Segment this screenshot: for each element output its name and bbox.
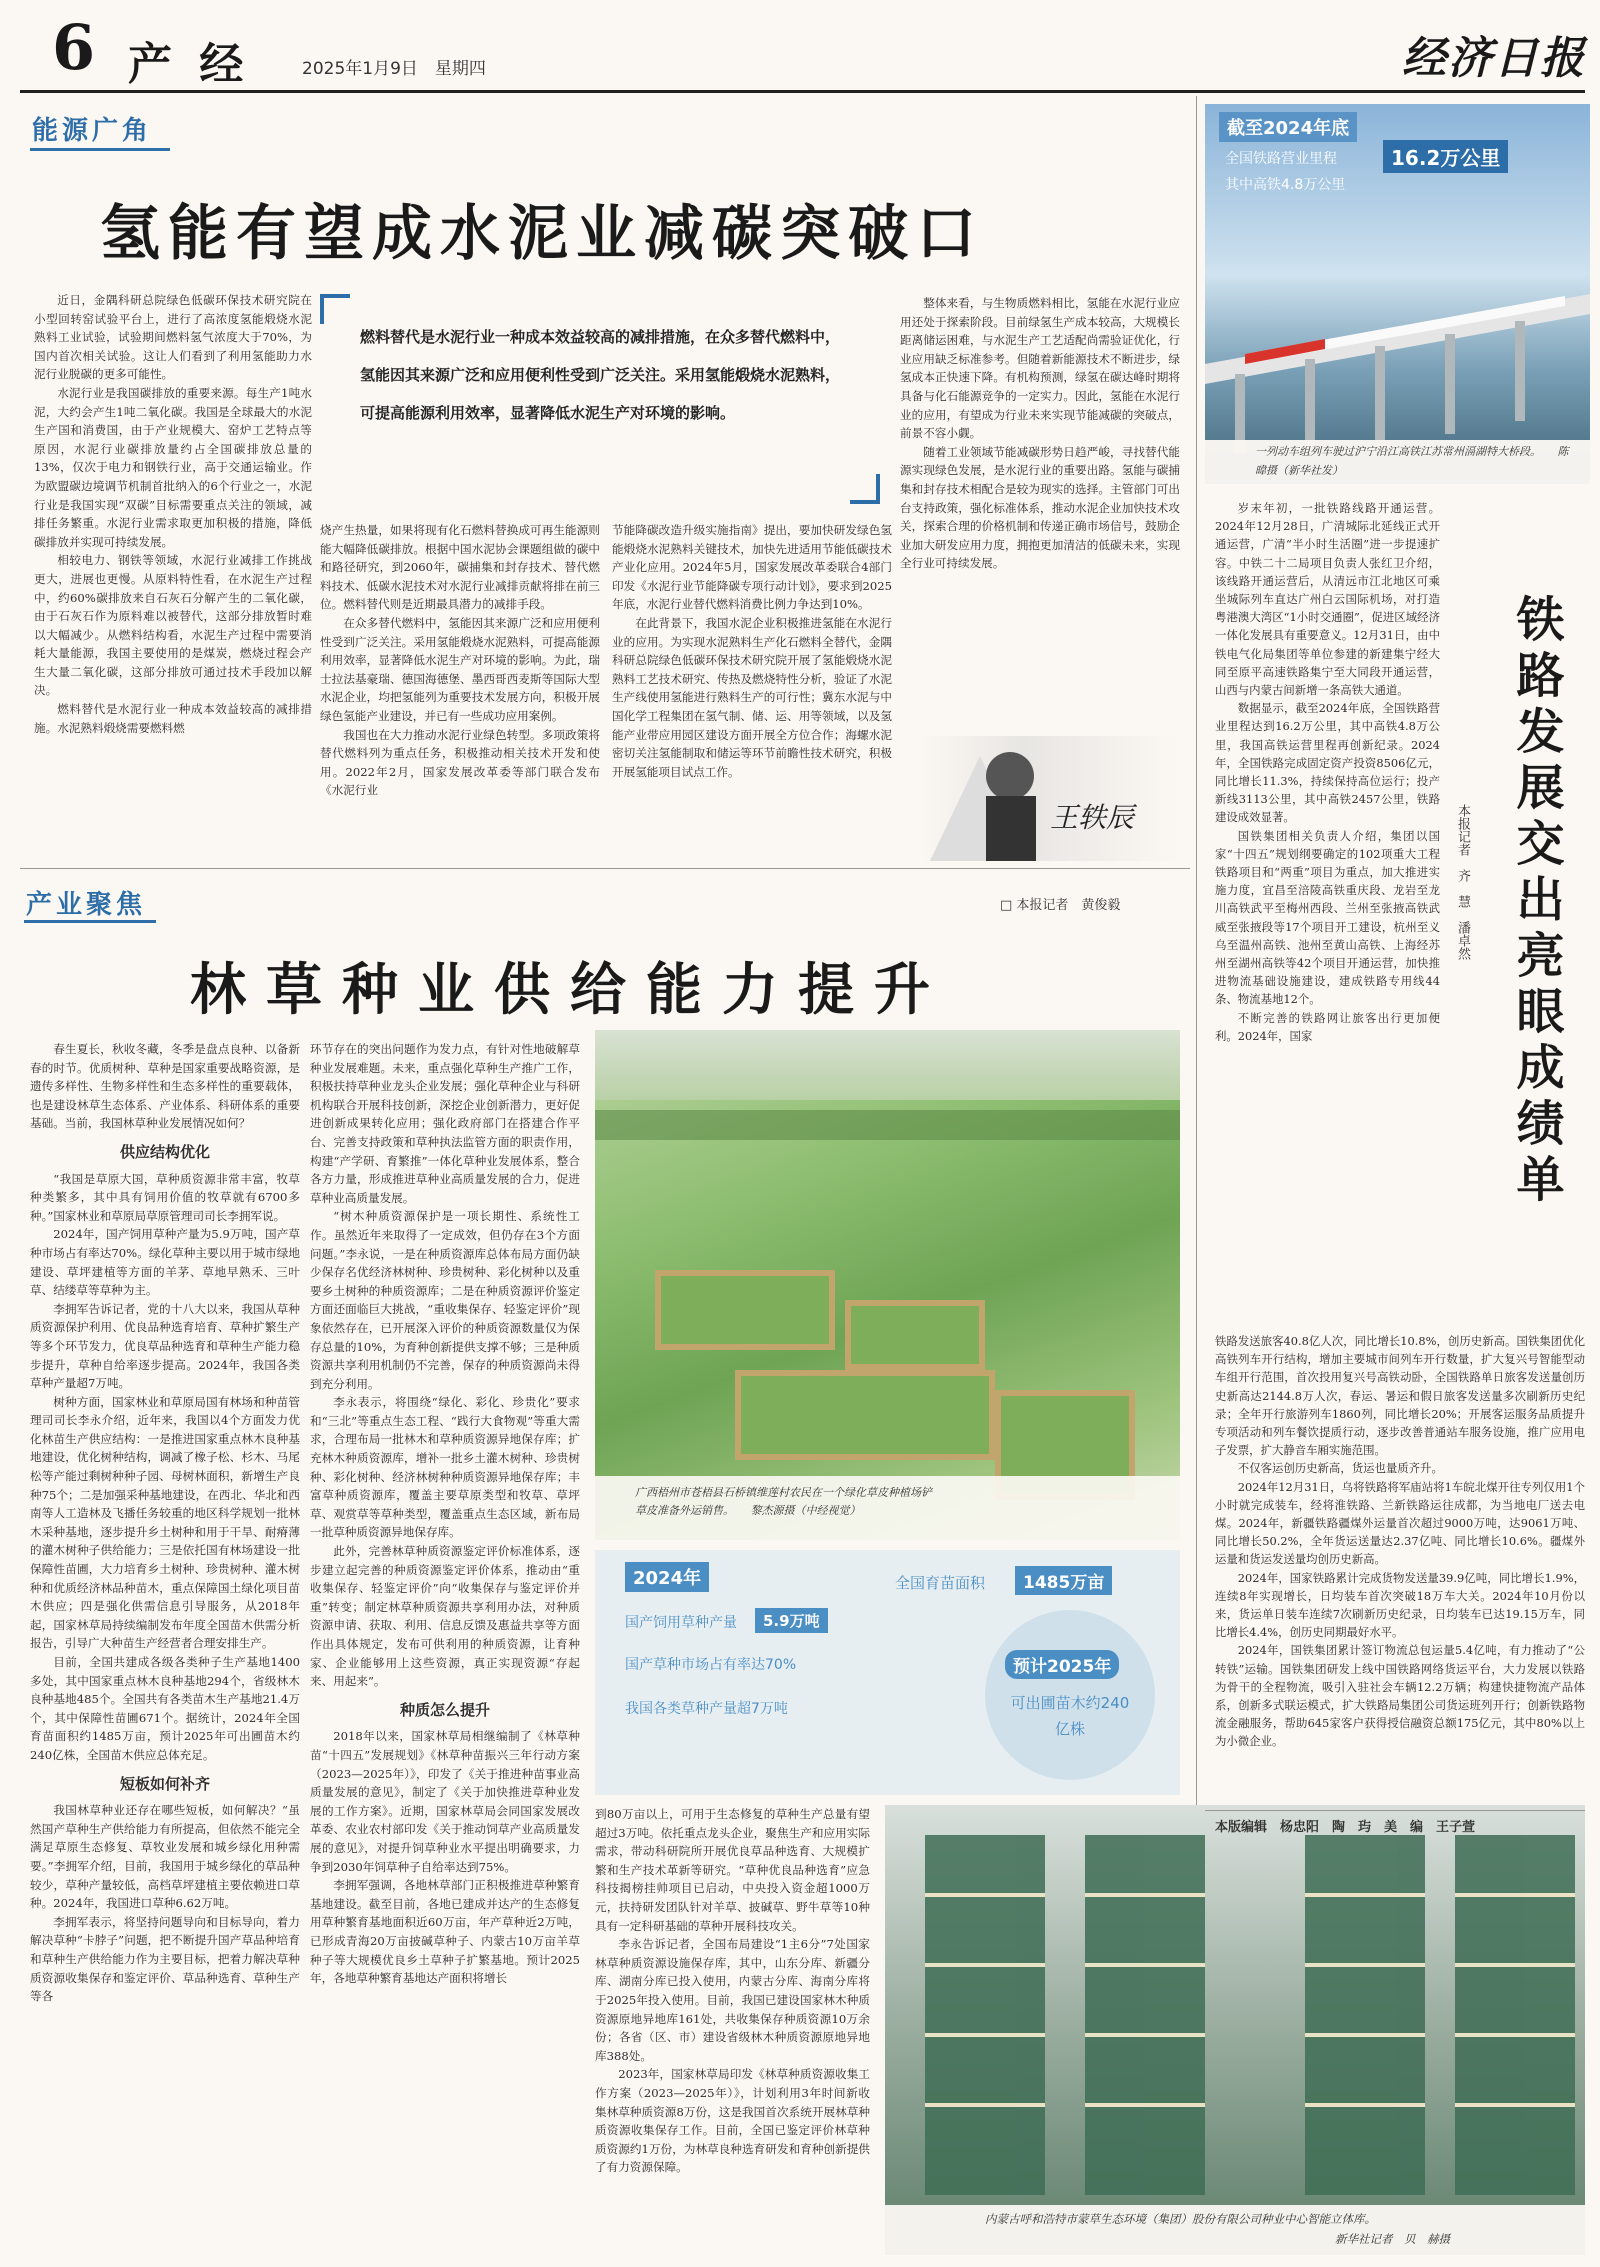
paragraph: 我国也在大力推动水泥行业绿色转型。多项政策将替代燃料列为重点任务，积极推动相关技术开发和使用。2022年2月，国家发展改革委等部门联合发布《水泥行业 bbox=[320, 727, 600, 798]
paragraph: 李永表示，将围绕“绿化、彩化、珍贵化”要求和“三北”等重点生态工程、“践行大食物观”等重大需求，合理布局一批林木和草种质资源异地保存库；扩充林木种质资源库，增补一批乡土灌木树种、珍贵树种、彩化树种、经济林树种种质资源异地保存库；丰富草种质资源库，覆盖主要草原类型和牧草、草坪草、观赏草等草种类型，覆盖重点生态区域，新布局一批草种质资源异地保存库。 bbox=[310, 1395, 580, 1540]
paragraph: 李拥军强调，各地林草部门正积极推进草种繁育基地建设。截至目前，各地已建成并达产的生态修复用草种繁育基地面积近60万亩，年产草种近2万吨，已形成青海20万亩披碱草种子、内蒙古10万亩羊草种子等大规模优良乡土草种子扩繁基地。预计2025年，各地草种繁育基地达产面积将增长 bbox=[310, 1878, 580, 1986]
paragraph: 此外，完善林草种质资源鉴定评价标准体系，逐步建立起完善的种质资源鉴定评价体系，推动由“重收集保存、轻鉴定评价”向“收集保存与鉴定评价并重”转变；制定林草种质资源共享利用办法，对种质资源申请、获取、利用、信息反馈及惠益共享等方面作出具体规定，发布可供利用的种质资源，让育种家、企业能够用上这些资源，真正实现资源“存起来、用起来”。 bbox=[310, 1544, 580, 1689]
paragraph: 燃料替代是水泥行业一种成本效益较高的减排措施。水泥熟料煅烧需要燃料燃 bbox=[34, 702, 312, 735]
subheading: 种质怎么提升 bbox=[399, 1700, 490, 1719]
newspaper-logo: 经济日报 bbox=[1402, 33, 1586, 84]
issue-date: 2025年1月9日 星期四 bbox=[302, 59, 486, 79]
sky-haze bbox=[595, 1030, 1180, 1100]
masthead bbox=[0, 0, 1600, 88]
warehouse-photo bbox=[885, 1805, 1585, 2255]
tag-underline bbox=[30, 148, 170, 151]
caption-box bbox=[885, 2205, 1585, 2255]
paragraph: 水泥行业是我国碳排放的重要来源。每生产1吨水泥，大约会产生1吨二氧化碳。我国是全球最大的水泥生产国和消费国，由于产业规模大、窑炉工艺特点等原因，水泥行业碳排放量约占全国碳排放总量的13%，仅次于电力和钢铁行业，高于交通运输业。作为欧盟碳边境调节机制首批纳入的6个行业之一，水泥行业是我国实现“双碳”目标需要重点关注的领域，减排任务繁重。水泥行业需求取更加积极的措施，降低碳排放并实现可持续发展。 bbox=[34, 385, 312, 549]
caption-box bbox=[595, 1476, 1180, 1540]
stat-label: 全国育苗面积 bbox=[895, 1574, 986, 1592]
photo-caption: 广西梧州市苍梧县石桥镇维莲村农民在一个绿化草皮种植场铲草皮准备外运销售。 黎杰源摄（中经视觉） bbox=[635, 1486, 932, 1517]
footer-rule bbox=[1205, 1810, 1585, 1811]
paragraph: 树种方面，国家林业和草原局国有林场和种苗管理司司长李永介绍，近年来，我国以4个方面发力优化林苗生产供应结构：一是推进国家重点林木良种基地建设，优化树种结构，调减了橡子松、杉木、马尾松等产能过剩树种种子园、母树林面积，新增生产良种75个；二是加强采种基地建设，在西北、华北和西南等人工造林及飞播任务较重的地区科学规划一批林木采种基地，逐步提升乡土树种和用于干旱、耐瘠薄的灌木树种子供给能力；三是依托国有林场建设一批保障性苗圃，大力培育乡土树种、珍贵树种、灌木树种和优质经济林品种苗木，重点保障国土绿化项目苗木供应；四是强化供需信息引导服务，从2018年起，国家林草局持续编制发布年度全国苗木供需分析报告，引导广大种苗生产经营者合理安排生产。 bbox=[30, 1394, 300, 1651]
paragraph: 2024年，国产饲用草种产量为5.9万吨，国产草种市场占有率达70%。绿化草种主要以用于城市绿地建设、草坪建植等方面的羊茅、草地早熟禾、三叶草、结缕草等草种为主。 bbox=[30, 1227, 300, 1298]
paragraph: 春生夏长，秋收冬藏，冬季是盘点良种、以备新春的时节。优质树种、草种是国家重要战略资源，是遗传多样性、生物多样性和生态多样性的重要载体，也是建设林草生态体系、产业体系、科研体系的重要基础。当前，我国林草种业发展情况如何？ bbox=[30, 1042, 300, 1131]
stat-value: 5.9万吨 bbox=[755, 1608, 828, 1633]
paragraph: 2024年12月31日，乌将铁路将军庙站将1车皖北煤开往专列仅用1个小时就完成装车，经将淮铁路、兰新铁路运往成都，为当地电厂送去电煤。2024年，新疆铁路疆煤外运量首次超过9000万吨，达9061万吨、同比增长50.2%，全年货运送量达2.37亿吨、同比增长10.6%。疆煤外运量和货运发送量均创历史新高。 bbox=[1215, 1479, 1585, 1567]
paragraph: 2024年，国家铁路累计完成货物发送量39.9亿吨，同比增长1.9%，连续8年实现增长，日均装车首次突破18万车大关。2024年10月份以来，货运单日装车连续7次刷新历史纪录，日均装车已达19.15万车，同比增长4.4%，创历史同期最好水平。 bbox=[1215, 1570, 1585, 1640]
wide-text-column bbox=[1215, 1332, 1585, 1802]
masthead-rule bbox=[20, 90, 1585, 93]
paragraph: 近日，金隅科研总院绿色低碳环保技术研究院在小型回转窑试验平台上，进行了高浓度氢能煅烧水泥熟料工业试验，试验期间燃料氢气浓度大于70%，为国内首次相关试验。这让人们看到了利用氢能助力水泥行业脱碳的更多可能性。 bbox=[34, 293, 312, 382]
photo-caption: 内蒙古呼和浩特市蒙草生态环境（集团）股份有限公司种业中心智能立体库。 bbox=[985, 2212, 1376, 2226]
railway-photo bbox=[1205, 104, 1590, 484]
pullquote-text: 燃料替代是水泥行业一种成本效益较高的减排措施，在众多替代燃料中，氢能因其来源广泛和应用便利性受到广泛关注。采用氢能煅烧水泥熟料，可提高能源利用效率，显著降低水泥生产对环境的影响。 bbox=[360, 328, 841, 422]
banner-title: 截至2024年底 bbox=[1219, 112, 1357, 142]
column-tag: 产业聚焦 bbox=[26, 890, 147, 920]
paragraph: 随着工业领域节能减碳形势日趋严峻，寻找替代能源实现绿色发展，是水泥行业的重要出路。氢能与碳捕集和封存技术相配合是较为现实的选择。主管部门可出台支持政策，强化标准体系，推动水泥企业加快技术攻关，探索合理的价格机制和传递正确市场信号，鼓励企业加大研发应用力度，拥抱更加清洁的低碳未来，实现全行业可持续发展。 bbox=[900, 444, 1180, 571]
text-column-1 bbox=[34, 291, 312, 831]
energy-article bbox=[20, 96, 1190, 866]
paragraph: 不仅客运创历史新高，货运也量质齐升。 bbox=[1237, 1461, 1443, 1476]
infographic bbox=[595, 1550, 1180, 1795]
paragraph: 2024年，国铁集团累计签订物流总包运量5.4亿吨，有力推动了“公转铁”运输。国铁集团研发上线中国铁路网络货运平台，大力发展以铁路为骨干的全程物流，吸引入驻社会车辆12.2万辆；构建快捷物流产品体系，创新多式联运模式，扩大铁路局集团公司货运班列开行；创新铁路物流金融服务，帮助645家客户获得授信融资总额175亿元，其中80%以上为小微企业。 bbox=[1215, 1643, 1585, 1749]
headline: 氢能有望成水泥业减碳突破口 bbox=[100, 199, 984, 269]
paragraph: 节能降碳改造升级实施指南》提出，要加快研发绿色氢能煅烧水泥熟料关键技术，加快先进适用节能低碳技术产业化应用。2024年5月，国家发展改革委联合4部门印发《水泥行业节能降碳专项行动计划》，要求到2025年底，水泥行业替代燃料消费比例力争达到10%。 bbox=[612, 523, 892, 612]
paragraph: 我国林草种业还存在哪些短板，如何解决？“虽然国产草种生产供给能力有所提高，但依然不能完全满足草原生态修复、草牧业发展和城乡绿化用种需要。”李拥军介绍，目前，我国用于城乡绿化的草品种较少，草种产量较低，高档草坪建植主要依赖进口草种。2024年，我国进口草种6.62万吨。 bbox=[30, 1803, 300, 1911]
paragraph: 李拥军告诉记者，党的十八大以来，我国从草种质资源保护利用、优良品种选育培育、草种扩繁生产等多个环节发力，优良草品种选育和草种生产能力稳步提升，草种自给率逐步提高。2024年，我国各类草种产量超7万吨。 bbox=[30, 1301, 300, 1391]
text-column-2 bbox=[310, 1040, 580, 2255]
paragraph: 环节存在的突出问题作为发力点，有针对性地破解草种业发展难题。未来，重点强化草种生产推广工作，积极扶持草种业龙头企业发展；强化草种企业与科研机构联合开展科技创新，深挖企业创新潜力，更好促进创新成果转化应用；强化政府部门在搭建合作平台、完善支持政策和草种执法监管方面的职责作用，构建“产学研、育繁推”一体化草种业发展体系，整合各方力量，形成推进草种业高质量发展的合力，促进草种业高质量发展。 bbox=[310, 1042, 580, 1205]
paragraph: 2018年以来，国家林草局相继编制了《林草种苗“十四五”发展规划》《林草种苗振兴三年行动方案（2023—2025年）》，印发了《关于推进种苗事业高质量发展的意见》，制定了《关于加快推进草种业发展的工作方案》。近期，国家林草局会同国家发展改革委、农业农村部印发《关于推动饲草产业高质量发展的意见》，对提升饲草种业水平提出明确要求，力争到2030年饲草种子自给率达到75%。 bbox=[310, 1729, 580, 1874]
tag-underline bbox=[24, 920, 156, 923]
infographic-year: 2024年 bbox=[625, 1562, 709, 1592]
stat-label: 我国各类草种产量超7万吨 bbox=[625, 1701, 788, 1717]
page-number: 6 bbox=[52, 11, 96, 84]
farm-photo bbox=[595, 1030, 1180, 1540]
byline: □ 本报记者 黄俊毅 bbox=[1000, 898, 1121, 913]
paragraph: 不断完善的铁路网让旅客出行更加便利。2024年，国家 bbox=[1215, 1010, 1440, 1043]
narrow-text-column bbox=[1215, 499, 1440, 1331]
paragraph: “我国是草原大国，草种质资源非常丰富，牧草种类繁多，其中具有饲用价值的牧草就有6700多种。”国家林业和草原局草原管理司司长李拥军说。 bbox=[30, 1171, 300, 1223]
field-plot bbox=[845, 1300, 985, 1370]
subheading: 供应结构优化 bbox=[119, 1142, 210, 1161]
headline-vertical: 铁路发展交出亮眼成绩单 bbox=[1508, 594, 1564, 1210]
photo-caption: 一列动车组列车驶过沪宁沿江高铁江苏常州滆湖特大桥段。 陈 暐摄（新华社发） bbox=[1255, 445, 1580, 477]
paragraph: 整体来看，与生物质燃料相比，氢能在水泥行业应用还处于探索阶段。目前绿氢生产成本较高，大规模长距离储运困难，与水泥生产工艺适配尚需验证优化，行业应用缺乏标准参考。但随着新能源技术不断进步，绿氢成本正快速下降。有机构预测，绿氢在碳达峰时期将具备与化石能源竞争的一定实力。因此，氢能在水泥行业的应用，有望成为行业未来实现节能减碳的突破点，前景不容小觑。 bbox=[900, 296, 1180, 441]
section-name: 产 经 bbox=[128, 39, 250, 90]
paragraph: 烧产生热量，如果将现有化石燃料替换成可再生能源则能大幅降低碳排放。根据中国水泥协会课题组做的碳中和路径研究，到2060年，碳捕集和封存技术、替代燃料技术、低碳水泥技术对水泥行业减排贡献将排在前三位。燃料替代则是近期最具潜力的减排手段。 bbox=[320, 523, 600, 612]
paragraph: 李拥军表示，将坚持问题导向和目标导向，着力解决草种“卡脖子”问题，把不断提升国产草品种培育和草种生产供给能力作为主要目标，把着力解决草种质资源收集保存和鉴定评价、草品种选育、草种生产等各 bbox=[30, 1914, 300, 2004]
pullquote bbox=[320, 294, 880, 504]
tree-line bbox=[595, 1110, 1180, 1140]
bridge-train-icon bbox=[1205, 184, 1590, 484]
paragraph: 在众多替代燃料中，氢能因其来源广泛和应用便利性受到广泛关注。采用氢能煅烧水泥熟料，可提高能源利用效率，显著降低水泥生产对环境的影响。为此，瑞士拉法基豪瑞、德国海德堡、墨西哥西麦斯等国际大型水泥企业，均把氢能列为重要技术发展方向，积极开展绿色氢能产业建设，并已有一些成功应用案例。 bbox=[320, 615, 600, 723]
stat-label: 国产草种市场占有率达70% bbox=[625, 1657, 797, 1673]
forecast-label: 预计2025年 bbox=[1005, 1650, 1119, 1679]
text-column-3 bbox=[595, 1805, 870, 2255]
banner-line: 其中高铁4.8万公里 bbox=[1225, 177, 1346, 193]
paragraph: 2023年，国家林草局印发《林草种质资源收集工作方案（2023—2025年）》，计划利用3年时间新收集林草种质资源8万份，这是我国首次系统开展林草种质资源收集保存工作。目前，全国已鉴定评价林草种质资源约1万份，为林草良种选育研发和育种创新提供了有力资源保障。 bbox=[595, 2067, 870, 2175]
paragraph: 在此背景下，我国水泥企业积极推进氢能在水泥行业的应用。为实现水泥熟料生产化石燃料全替代，金隅科研总院绿色低碳环保技术研究院开展了氢能煅烧水泥熟料工艺技术研究、传热及燃烧特性分析，验证了水泥生产线使用氢能进行熟料生产的可行性；冀东水泥与中国化学工程集团在氢气制、储、运、用等领域，以及氢能产业带应用园区建设方面开展全方位合作；海螺水泥密切关注氢能制取和储运等环节前瞻性技术研究，积极开展氢能项目试点工作。 bbox=[612, 615, 892, 779]
text-column-4 bbox=[900, 294, 1180, 734]
paragraph: 到80万亩以上，可用于生态修复的草种生产总量有望超过3万吨。依托重点龙头企业，聚焦生产和应用实际需求，带动科研院所开展优良草品种选育、大规模扩繁和生产技术革新等研究。“草种优良品种选育”应急科技揭榜挂帅项目已启动，中央投入资金超1000万元，扶持研发团队针对羊草、披碱草、野牛草等10种具有一定科研基础的草种开展科技攻关。 bbox=[595, 1807, 870, 1933]
author-portrait bbox=[920, 736, 1180, 861]
railway-article bbox=[1205, 104, 1590, 1804]
forecast-text: 可出圃苗木约240亿株 bbox=[1010, 1694, 1130, 1738]
caption-box bbox=[1205, 440, 1590, 484]
paragraph: 铁路发送旅客40.8亿人次，同比增长10.8%，创历史新高。国铁集团优化高铁列车开行结构，增加主要城市间列车开行数量，扩大复兴号智能型动车组开行范围，首次投用复兴号高铁动卧，全国铁路单日旅客发送量创历史新高达2144.8万人次，春运、暑运和假日旅客发送量多次刷新历史纪录；全年开行旅游列车1860列，同比增长20%；开展客运服务品质提升专项活动和列车餐饮提质行动，逐步改善普通站车服务设施，推广应用电子发票，扩大静音车厢实施范围。 bbox=[1215, 1334, 1585, 1458]
shelf-rack-icon bbox=[885, 1805, 1585, 2205]
quote-bracket-top bbox=[320, 294, 350, 324]
paragraph: 数据显示，截至2024年底，全国铁路营业里程达到16.2万公里，其中高铁4.8万公里，我国高铁运营里程再创新纪录。2024年，全国铁路完成固定资产投资8506亿元，同比增长11.3%，持续保持高位运行；投产新线3113公里，其中高铁2457公里，铁路建设成效显著。 bbox=[1215, 701, 1440, 825]
photo-credit: 新华社记者 贝 赫摄 bbox=[1335, 2232, 1450, 2246]
section-divider bbox=[20, 868, 1190, 869]
stat-label: 国产饲用草种产量 bbox=[625, 1615, 737, 1631]
paragraph: 相较电力、钢铁等领域，水泥行业减排工作挑战更大，进展也更慢。从原料特性看，在水泥生产过程中，约60%碳排放来自石灰石分解产生的二氧化碳，由于石灰石作为原料难以被替代，这部分排放暂时难以大幅减少。从燃料结构看，水泥生产过程中需要消耗大量能源，我国主要使用的是煤炭，燃烧过程会产生大量二氧化碳，这部分排放可通过技术手段加以解决。 bbox=[34, 553, 312, 698]
column-tag: 能源广角 bbox=[32, 116, 153, 146]
field-plot bbox=[655, 1270, 835, 1350]
banner-line: 全国铁路营业里程 bbox=[1225, 151, 1337, 167]
subheading: 短板如何补齐 bbox=[119, 1774, 210, 1793]
text-column-2 bbox=[320, 521, 600, 831]
paragraph: 国铁集团相关负责人介绍，集团以国家“十四五”规划纲要确定的102项重大工程铁路项目和“两重”项目为重点，加大推进实施力度，宜昌至涪陵高铁重庆段、龙岩至龙川高铁武平至梅州西段、兰州至张掖高铁武威至张掖段等17个项目开工建设，杭州至义乌至温州高铁、池州至黄山高铁、上海经苏州至湖州高铁等42个项目开通运营，加快推进物流基础设施建设，建成铁路专用线44条、物流基地12个。 bbox=[1215, 828, 1440, 1007]
paragraph: 李永告诉记者，全国布局建设“1主6分”7处国家林草种质资源设施保存库，其中，山东分库、新疆分库、湖南分库已投入使用，内蒙古分库、海南分库将于2025年投入使用。目前，我国已建设国家林木种质资源原地异地库161处，共收集保存种质资源10万余份；各省（区、市）建设省级林木种质资源原地异地库388处。 bbox=[595, 1937, 870, 2063]
text-column-3 bbox=[612, 521, 892, 831]
banner-value: 16.2万公里 bbox=[1383, 140, 1508, 173]
paragraph: “树木种质资源保护是一项长期性、系统性工作。虽然近年来取得了一定成效，但仍存在3个方面问题。”李永说，一是在种质资源库总体布局方面仍缺少保存名优经济林树种、珍贵树种、彩化树种以及重要乡土树种的种质资源库；二是在种质资源评价鉴定方面还面临巨大挑战，“重收集保存、轻鉴定评价”现象依然存在，已开展深入评价的种质资源数量仅为保存总量的10%，为育种创新提供支撑不够；三是种质资源共享利用机制仍不完善，保存的种质资源尚未得到充分利用。 bbox=[310, 1209, 580, 1391]
field-plot bbox=[735, 1370, 995, 1460]
headline: 林草种业供给能力提升 bbox=[190, 958, 950, 1023]
paragraph: 目前，全国共建成各级各类种子生产基地1400多处，其中国家重点林木良种基地294个，省级林木良种基地485个。全国共有各类苗木生产基地21.4万个，其中保障性苗圃671个。据统计，2024年全国育苗面积约1485万亩，预计2025年可出圃苗木约240亿株，全国苗木供应总体充足。 bbox=[30, 1655, 300, 1762]
paragraph: 岁末年初，一批铁路线路开通运营。2024年12月28日，广清城际北延线正式开通运营，广清“半小时生活圈”进一步提速扩容。中铁二十二局项目负责人张红卫介绍，该线路开通运营后，从清远市江北地区可乘坐城际列车直达广州白云国际机场，对打造粤港澳大湾区“1小时交通圈”，促进区域经济一体化发展具有重要意义。12月31日，由中铁电气化局集团等单位参建的新建集宁经大同至原平高速铁路集宁至大同段开通运营，山西与内蒙古间新增一条高铁大通道。 bbox=[1215, 501, 1440, 698]
quote-bracket-bottom bbox=[850, 474, 880, 504]
byline-vertical: 本报记者 齐 慧 潘卓然 bbox=[1455, 804, 1470, 960]
author-signature: 王轶辰 bbox=[1050, 801, 1135, 834]
editors-credit: 本版编辑 杨忠阳 陶 玙 美 编 王子萱 bbox=[1215, 1820, 1476, 1835]
text-column-1 bbox=[30, 1040, 300, 2255]
stat-value: 1485万亩 bbox=[1015, 1566, 1112, 1595]
